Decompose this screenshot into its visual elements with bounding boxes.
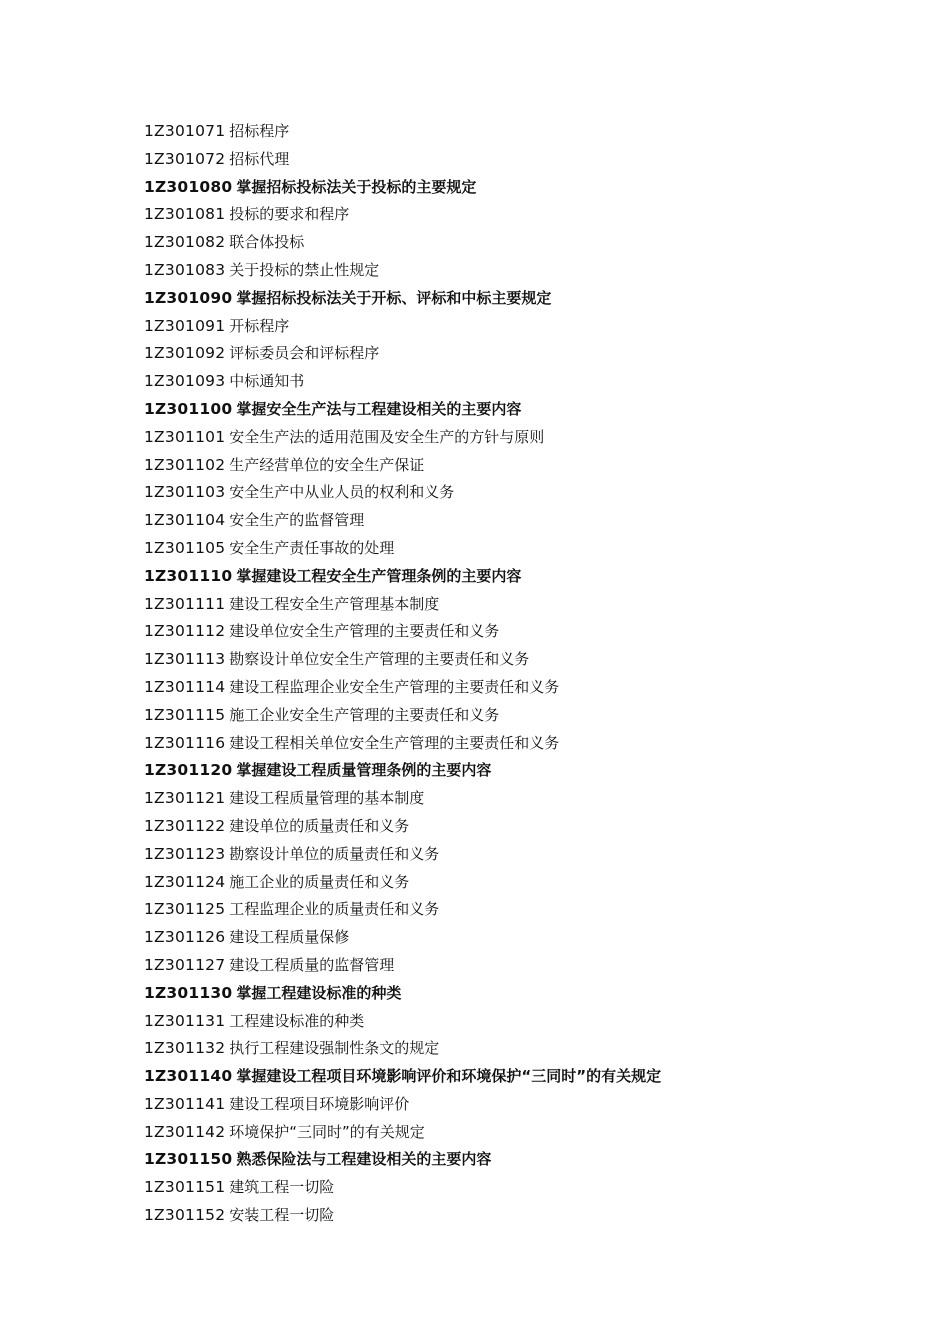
- item-title: 安装工程一切险: [229, 1206, 335, 1225]
- list-item: [144, 591, 904, 619]
- item-code: 1Z301132: [144, 1039, 226, 1058]
- section-heading: [144, 563, 904, 591]
- item-title: 联合体投标: [229, 233, 305, 252]
- item-code: 1Z301131: [144, 1011, 226, 1030]
- list-item: [144, 424, 904, 452]
- item-title: 投标的要求和程序: [229, 205, 350, 224]
- list-item: [144, 340, 904, 368]
- item-code: 1Z301125: [144, 900, 226, 919]
- section-heading: [144, 757, 904, 785]
- list-item: [144, 1091, 904, 1119]
- item-code: 1Z301142: [144, 1122, 226, 1141]
- item-title: 关于投标的禁止性规定: [229, 260, 380, 279]
- item-title: 掌握招标投标法关于开标、评标和中标主要规定: [236, 288, 552, 307]
- list-item: [144, 146, 904, 174]
- item-code: 1Z301102: [144, 455, 226, 474]
- list-item: [144, 201, 904, 229]
- item-code: 1Z301103: [144, 483, 226, 502]
- list-item: [144, 257, 904, 285]
- item-code: 1Z301091: [144, 316, 226, 335]
- item-title: 中标通知书: [229, 372, 305, 391]
- item-title: 工程建设标准的种类: [229, 1011, 365, 1030]
- item-title: 开标程序: [229, 316, 290, 335]
- item-code: 1Z301093: [144, 372, 226, 391]
- item-title: 建设工程安全生产管理基本制度: [229, 594, 440, 613]
- item-title: 评标委员会和评标程序: [229, 344, 380, 363]
- item-title: 掌握工程建设标准的种类: [236, 983, 402, 1002]
- item-title: 掌握建设工程质量管理条例的主要内容: [236, 761, 492, 780]
- item-code: 1Z301140: [144, 1067, 233, 1086]
- item-code: 1Z301083: [144, 260, 226, 279]
- list-item: [144, 869, 904, 897]
- list-item: [144, 1174, 904, 1202]
- item-title: 建设工程监理企业安全生产管理的主要责任和义务: [229, 677, 560, 696]
- item-title: 安全生产责任事故的处理: [229, 538, 395, 557]
- item-title: 招标程序: [229, 122, 290, 140]
- item-title: 建设单位的质量责任和义务: [229, 816, 410, 835]
- item-code: 1Z301100: [144, 399, 233, 418]
- section-heading: [144, 396, 904, 424]
- item-title: 施工企业的质量责任和义务: [229, 872, 410, 891]
- item-title: 施工企业安全生产管理的主要责任和义务: [229, 705, 500, 724]
- item-code: 1Z301120: [144, 761, 233, 780]
- item-code: 1Z301105: [144, 538, 226, 557]
- list-item: [144, 618, 904, 646]
- list-item: [144, 1008, 904, 1036]
- item-code: 1Z301104: [144, 511, 226, 530]
- list-item: [144, 674, 904, 702]
- item-title: 勘察设计单位的质量责任和义务: [229, 844, 440, 863]
- item-code: 1Z301082: [144, 233, 226, 252]
- list-item: [144, 813, 904, 841]
- item-title: 建设工程相关单位安全生产管理的主要责任和义务: [229, 733, 560, 752]
- list-item: [144, 1202, 904, 1230]
- item-code: 1Z301110: [144, 566, 233, 585]
- item-code: 1Z301152: [144, 1206, 226, 1225]
- item-code: 1Z301123: [144, 844, 226, 863]
- item-title: 安全生产的监督管理: [229, 511, 365, 530]
- table-of-contents: [144, 118, 904, 1230]
- list-item: [144, 368, 904, 396]
- item-code: 1Z301116: [144, 733, 226, 752]
- section-heading: [144, 285, 904, 313]
- item-title: 建设工程质量保修: [229, 928, 350, 947]
- item-title: 掌握建设工程项目环境影响评价和环境保护“三同时”的有关规定: [236, 1067, 662, 1086]
- item-code: 1Z301151: [144, 1178, 226, 1197]
- item-code: 1Z301090: [144, 288, 233, 307]
- item-code: 1Z301111: [144, 594, 226, 613]
- list-item: [144, 1119, 904, 1147]
- list-item: [144, 535, 904, 563]
- item-title: 生产经营单位的安全生产保证: [229, 455, 425, 474]
- list-item: [144, 507, 904, 535]
- item-code: 1Z301092: [144, 344, 226, 363]
- list-item: [144, 924, 904, 952]
- item-title: 执行工程建设强制性条文的规定: [229, 1039, 440, 1058]
- list-item: [144, 896, 904, 924]
- item-code: 1Z301126: [144, 928, 226, 947]
- item-title: 安全生产中从业人员的权利和义务: [229, 483, 455, 502]
- item-code: 1Z301141: [144, 1094, 226, 1113]
- list-item: [144, 452, 904, 480]
- item-code: 1Z301072: [144, 149, 226, 168]
- list-item: [144, 646, 904, 674]
- item-code: 1Z301080: [144, 177, 233, 196]
- list-item: [144, 313, 904, 341]
- item-title: 掌握安全生产法与工程建设相关的主要内容: [236, 399, 522, 418]
- item-code: 1Z301115: [144, 705, 226, 724]
- list-item: [144, 841, 904, 869]
- item-code: 1Z301130: [144, 983, 233, 1002]
- item-title: 安全生产法的适用范围及安全生产的方针与原则: [229, 427, 545, 446]
- item-title: 建设工程质量的监督管理: [229, 955, 395, 974]
- list-item: [144, 479, 904, 507]
- section-heading: [144, 1063, 904, 1091]
- item-title: 环境保护“三同时”的有关规定: [229, 1122, 425, 1141]
- item-title: 掌握招标投标法关于投标的主要规定: [236, 177, 477, 196]
- list-item: [144, 785, 904, 813]
- item-title: 勘察设计单位安全生产管理的主要责任和义务: [229, 650, 530, 669]
- item-code: 1Z301101: [144, 427, 226, 446]
- list-item: [144, 229, 904, 257]
- item-code: 1Z301124: [144, 872, 226, 891]
- section-heading: [144, 174, 904, 202]
- item-code: 1Z301081: [144, 205, 226, 224]
- section-heading: [144, 980, 904, 1008]
- item-code: 1Z301071: [144, 122, 226, 140]
- item-title: 掌握建设工程安全生产管理条例的主要内容: [236, 566, 522, 585]
- list-item: [144, 118, 904, 146]
- item-title: 建设工程质量管理的基本制度: [229, 789, 425, 808]
- item-code: 1Z301122: [144, 816, 226, 835]
- list-item: [144, 730, 904, 758]
- item-code: 1Z301121: [144, 789, 226, 808]
- item-title: 招标代理: [229, 149, 290, 168]
- item-title: 建设单位安全生产管理的主要责任和义务: [229, 622, 500, 641]
- list-item: [144, 1035, 904, 1063]
- item-code: 1Z301150: [144, 1150, 233, 1169]
- section-heading: [144, 1146, 904, 1174]
- item-code: 1Z301112: [144, 622, 226, 641]
- item-title: 熟悉保险法与工程建设相关的主要内容: [236, 1150, 492, 1169]
- list-item: [144, 702, 904, 730]
- list-item: [144, 952, 904, 980]
- item-title: 建设工程项目环境影响评价: [229, 1094, 410, 1113]
- item-title: 工程监理企业的质量责任和义务: [229, 900, 440, 919]
- item-code: 1Z301113: [144, 650, 226, 669]
- item-code: 1Z301127: [144, 955, 226, 974]
- item-title: 建筑工程一切险: [229, 1178, 335, 1197]
- item-code: 1Z301114: [144, 677, 226, 696]
